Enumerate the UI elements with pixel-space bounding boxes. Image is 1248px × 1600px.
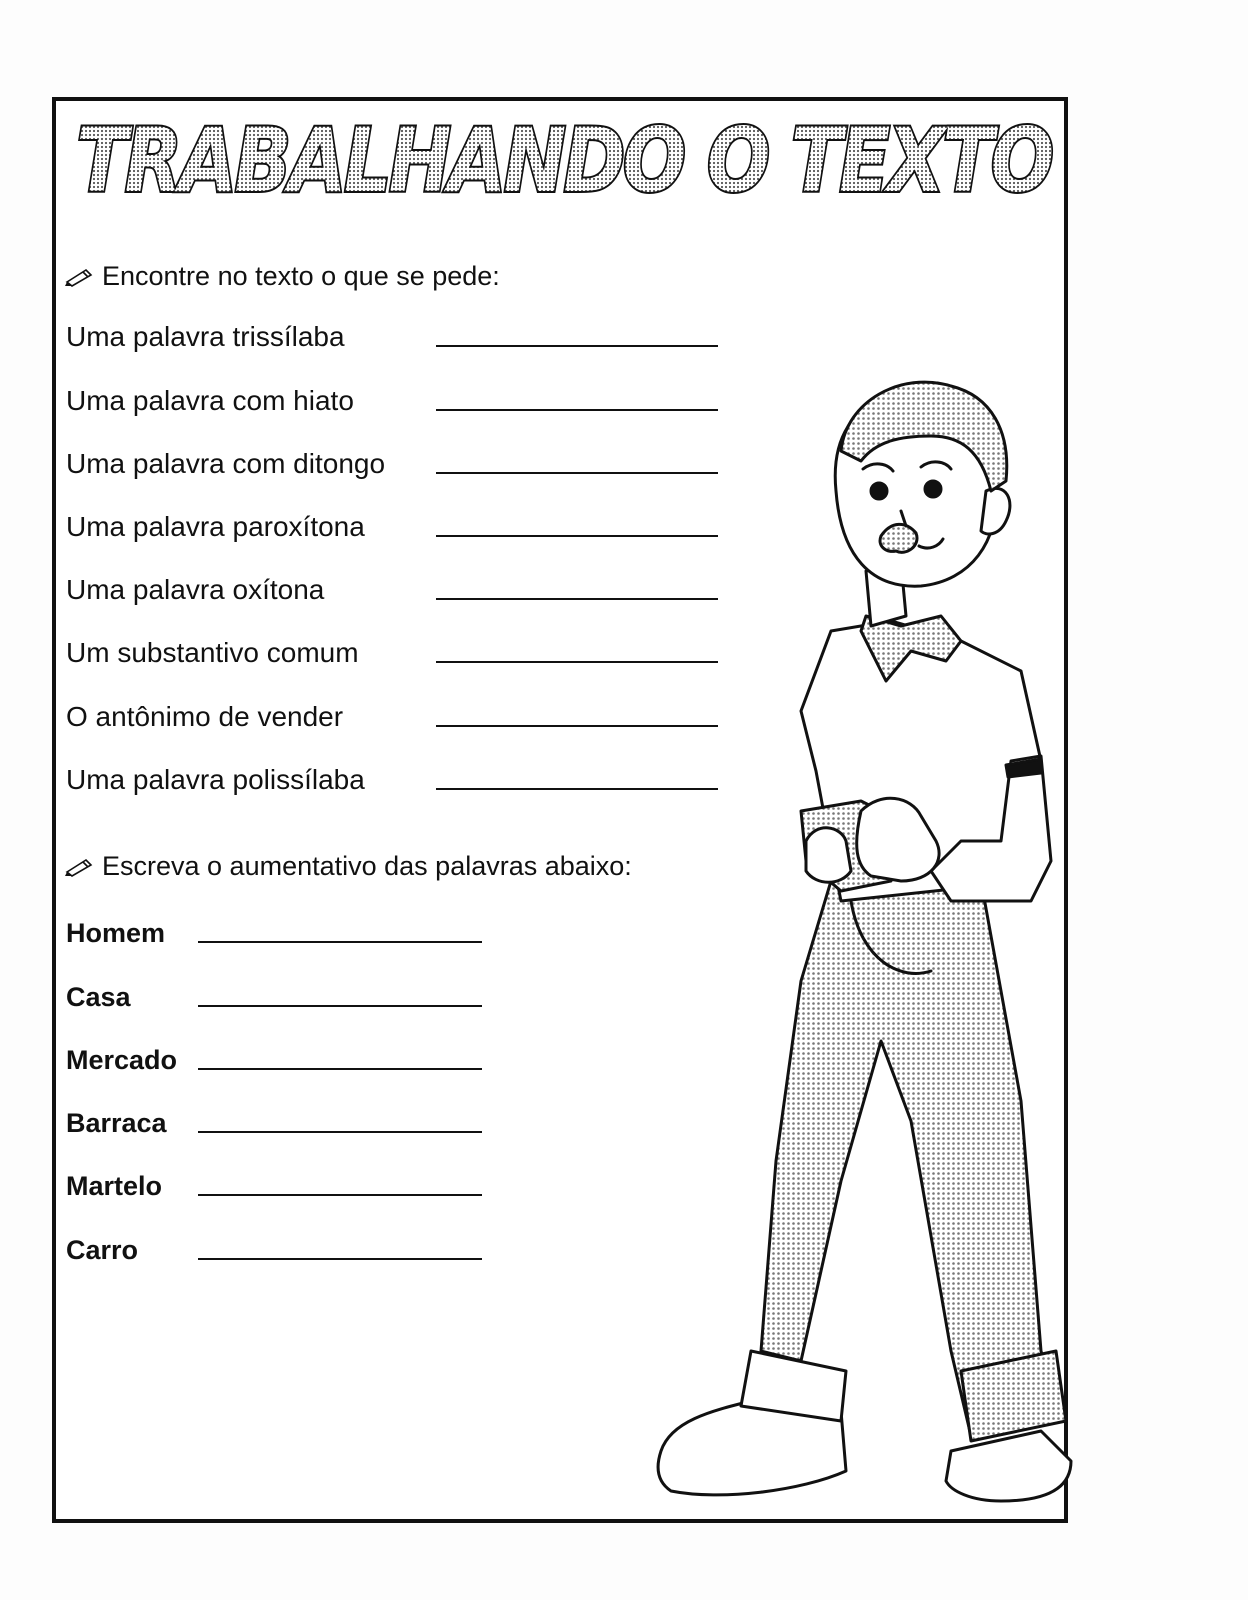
answer-line[interactable]: [198, 1131, 482, 1133]
man-illustration: [601, 341, 1071, 1521]
question-label: Uma palavra com hiato: [66, 385, 354, 416]
answer-row: [66, 1099, 482, 1139]
title-text: TRABALHANDO O TEXTO: [76, 109, 1052, 212]
word-label: Homem: [66, 918, 166, 948]
pencil-icon: [64, 267, 94, 287]
question-label: Uma palavra paroxítona: [66, 511, 365, 542]
word-label: Mercado: [66, 1045, 178, 1075]
question-label: Uma palavra com ditongo: [66, 448, 386, 479]
word-label: Martelo: [66, 1171, 163, 1201]
worksheet-title: [64, 105, 1064, 215]
worksheet: [52, 97, 1068, 1523]
pencil-icon: [64, 857, 94, 877]
question-label: O antônimo de vender: [66, 701, 344, 732]
answer-line[interactable]: [198, 1194, 482, 1196]
answer-line[interactable]: [198, 1068, 482, 1070]
answer-line[interactable]: [198, 941, 482, 943]
answer-line[interactable]: [198, 1005, 482, 1007]
answer-row: [66, 909, 482, 949]
instruction-augmentative: [64, 851, 632, 882]
answer-row: [66, 1036, 482, 1076]
answer-row: [66, 1226, 482, 1266]
answer-line[interactable]: [198, 1258, 482, 1260]
answer-row: [66, 973, 482, 1013]
question-label: Uma palavra oxítona: [66, 574, 325, 605]
instruction-text: Encontre no texto o que se pede:: [102, 261, 500, 291]
answer-row: [66, 1162, 482, 1202]
question-label: Uma palavra polissílaba: [66, 764, 365, 795]
word-label: Barraca: [66, 1108, 167, 1138]
question-label: Um substantivo comum: [66, 637, 359, 668]
word-label: Casa: [66, 982, 131, 1012]
instruction-find-in-text: [64, 261, 500, 292]
word-label: Carro: [66, 1235, 139, 1265]
instruction-text: Escreva o aumentativo das palavras abaixo:: [102, 851, 632, 881]
question-label: Uma palavra trissílaba: [66, 321, 345, 352]
